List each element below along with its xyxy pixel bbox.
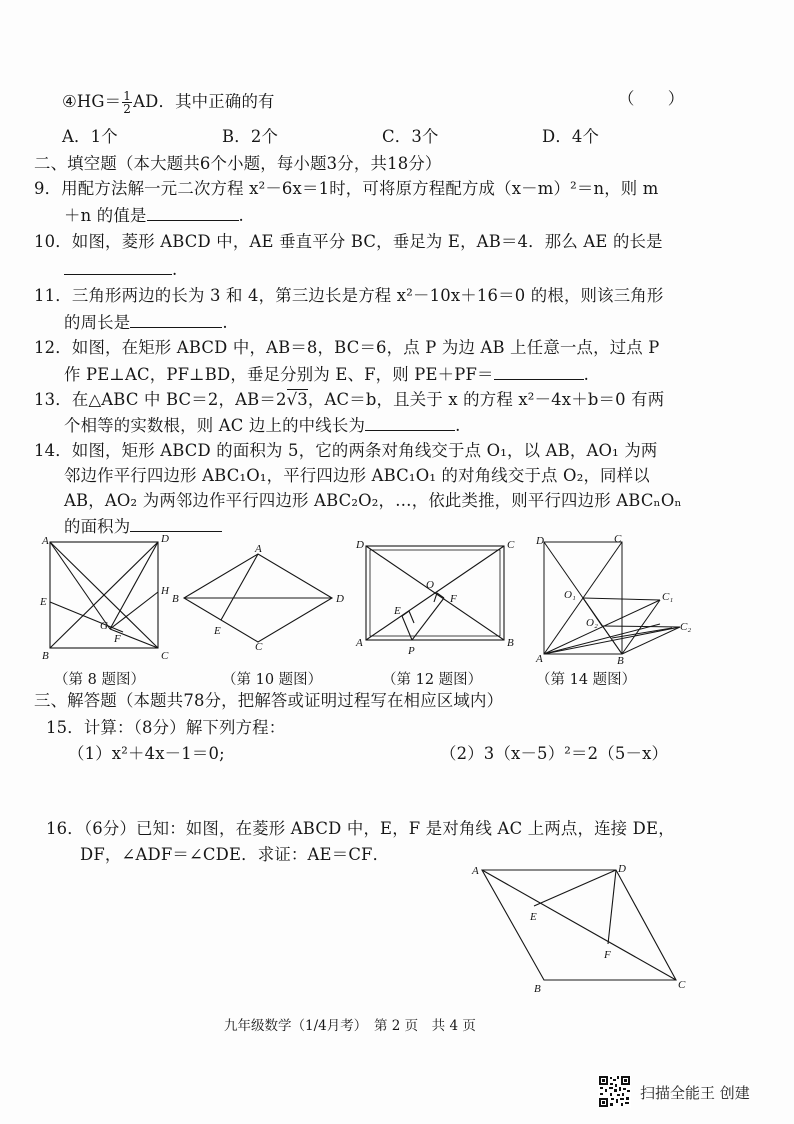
q8-option-b: B．2个 — [222, 127, 279, 146]
q11-line1: 11．三角形两边的长为 3 和 4，第三边长是方程 x²－10x＋16＝0 的根，则该三角形 — [34, 286, 664, 305]
q13-text: 个相等的实数根，则 AC 边上的中线长为 — [64, 416, 366, 435]
svg-text:B: B — [172, 593, 179, 605]
svg-text:D: D — [618, 863, 626, 875]
q14-line2: 邻边作平行四边形 ABC₁O₁，平行四边形 ABC₁O₁ 的对角线交于点 O₂，同样以 — [64, 466, 650, 485]
q8-statement — [62, 90, 275, 115]
camscanner-watermark: 扫描全能王 创建 — [640, 1084, 750, 1102]
q13-text-a: 13．在△ABC 中 BC＝2，AB＝2 — [34, 390, 287, 409]
q8-stmt-prefix: ④HG＝ — [62, 92, 122, 111]
svg-text:P: P — [408, 645, 415, 657]
q8-stmt-suffix: AD．其中正确的有 — [133, 92, 275, 111]
frac-den: 2 — [123, 102, 132, 116]
q13-answer-blank[interactable] — [365, 414, 455, 431]
svg-text:E: E — [530, 911, 537, 923]
q13-line1 — [34, 389, 664, 411]
q10-line1: 10．如图，菱形 ABCD 中，AE 垂直平分 BC，垂足为 E，AB＝4．那么 AE 的长是 — [34, 232, 663, 251]
caption-figure-q10: （第 10 题图） — [222, 672, 323, 688]
svg-text:H: H — [161, 585, 169, 597]
q15-part1: （1）x²＋4x－1＝0; — [68, 744, 225, 763]
svg-text:O: O — [426, 579, 434, 591]
q8-answer-bracket: （ ） — [618, 89, 685, 108]
q9-line1: 9．用配方法解一元二次方程 x²－6x＝1时，可将原方程配方成（x－m）²＝n，则 m — [34, 179, 659, 198]
svg-text:F: F — [114, 633, 121, 645]
qr-code-icon — [598, 1075, 631, 1108]
q11-line2 — [64, 311, 228, 334]
svg-text:D: D — [356, 539, 364, 551]
q12-answer-blank[interactable] — [494, 363, 584, 380]
frac-num: 1 — [123, 89, 132, 103]
svg-text:C: C — [678, 979, 686, 991]
section3-heading: 三、解答题（本题共78分，把解答或证明过程写在相应区域内） — [34, 691, 504, 710]
sqrt-symbol: √3 — [286, 390, 308, 409]
q9-answer-blank[interactable] — [147, 204, 239, 221]
q16-line1: 16．（6分）已知：如图，在菱形 ABCD 中，E，F 是对角线 AC 上两点，连接 DE， — [46, 819, 675, 838]
svg-text:A: A — [42, 535, 49, 547]
caption-figure-q12: （第 12 题图） — [382, 672, 483, 688]
caption-figure-q8: （第 8 题图） — [54, 672, 145, 688]
figure-q14 — [532, 532, 692, 668]
svg-text:D: D — [336, 593, 344, 605]
svg-text:C: C — [507, 539, 515, 551]
svg-text:E: E — [394, 605, 401, 617]
svg-text:O₁: O₁ — [564, 589, 576, 601]
svg-text:C: C — [614, 533, 622, 545]
q10-period: . — [172, 260, 178, 279]
figure-q10 — [172, 540, 352, 654]
svg-text:E: E — [214, 625, 221, 637]
q14-line3: AB，AO₂ 为两邻边作平行四边形 ABC₂O₂，…，依此类推，则平行四边形 ABCₙOₙ — [64, 491, 682, 510]
svg-text:B: B — [617, 655, 624, 667]
svg-text:D: D — [536, 535, 544, 547]
q12-text: 作 PE⊥AC，PF⊥BD，垂足分别为 E、F，则 PE＋PF＝ — [64, 365, 494, 384]
svg-text:F: F — [450, 593, 457, 605]
q12-line2 — [64, 363, 589, 386]
svg-text:D: D — [161, 533, 169, 545]
svg-text:A: A — [472, 865, 479, 877]
q15-title: 15．计算：（8分）解下列方程： — [46, 718, 286, 737]
svg-text:C₂: C₂ — [680, 621, 692, 633]
q10-line2 — [64, 258, 177, 281]
q8-option-d: D．4个 — [542, 127, 600, 146]
q16-line2: DF，∠ADF＝∠CDE．求证：AE＝CF． — [80, 845, 390, 864]
svg-text:A: A — [356, 637, 363, 649]
svg-text:B: B — [534, 983, 541, 995]
q14-answer-blank[interactable] — [130, 515, 222, 532]
q9-text: ＋n 的值是 — [64, 206, 147, 225]
q12-period: . — [583, 365, 590, 384]
q15-part2: （2）3（x－5）²＝2（5－x） — [440, 744, 669, 763]
q9-line2 — [64, 204, 244, 227]
q14-line1: 14．如图，矩形 ABCD 的面积为 5，它的两条对角线交于点 O₁，以 AB，AO₁ 为两 — [34, 441, 658, 460]
svg-text:B: B — [507, 637, 514, 649]
q11-period: . — [222, 313, 228, 332]
svg-text:F: F — [604, 949, 611, 961]
page-footer: 九年级数学（1/4月考） 第 2 页 共 4 页 — [224, 1018, 476, 1034]
q13-line2 — [64, 414, 460, 437]
q11-answer-blank[interactable] — [130, 311, 222, 328]
figure-q8 — [38, 532, 168, 666]
q14-text: 的面积为 — [64, 517, 131, 536]
q13-text-b: ，AC＝b，且关于 x 的方程 x²－4x＋b＝0 有两 — [307, 390, 665, 409]
svg-text:A: A — [255, 543, 262, 555]
q11-text: 的周长是 — [64, 313, 131, 332]
figure-q16 — [468, 858, 698, 1002]
figure-q12 — [352, 536, 522, 662]
q8-option-c: C．3个 — [382, 127, 439, 146]
svg-text:C: C — [255, 641, 263, 653]
section2-heading: 二、填空题（本大题共6个小题，每小题3分，共18分） — [34, 154, 442, 173]
q13-period: . — [455, 416, 461, 435]
q9-period: . — [238, 206, 244, 225]
q12-line1: 12．如图，在矩形 ABCD 中，AB＝8，BC＝6，点 P 为边 AB 上任意一点，过点 P — [34, 338, 660, 357]
q10-answer-blank[interactable] — [64, 258, 172, 275]
svg-text:O₂: O₂ — [586, 617, 598, 629]
svg-text:A: A — [536, 653, 543, 665]
svg-text:B: B — [42, 650, 49, 662]
svg-text:E: E — [40, 596, 47, 608]
sqrt-arg: 3 — [297, 390, 308, 409]
svg-text:C: C — [161, 650, 169, 662]
q8-option-a: A．1个 — [62, 127, 118, 146]
caption-figure-q14: （第 14 题图） — [536, 672, 637, 688]
svg-text:G: G — [100, 620, 108, 632]
svg-text:C₁: C₁ — [662, 591, 674, 603]
fraction-one-half — [122, 90, 132, 115]
